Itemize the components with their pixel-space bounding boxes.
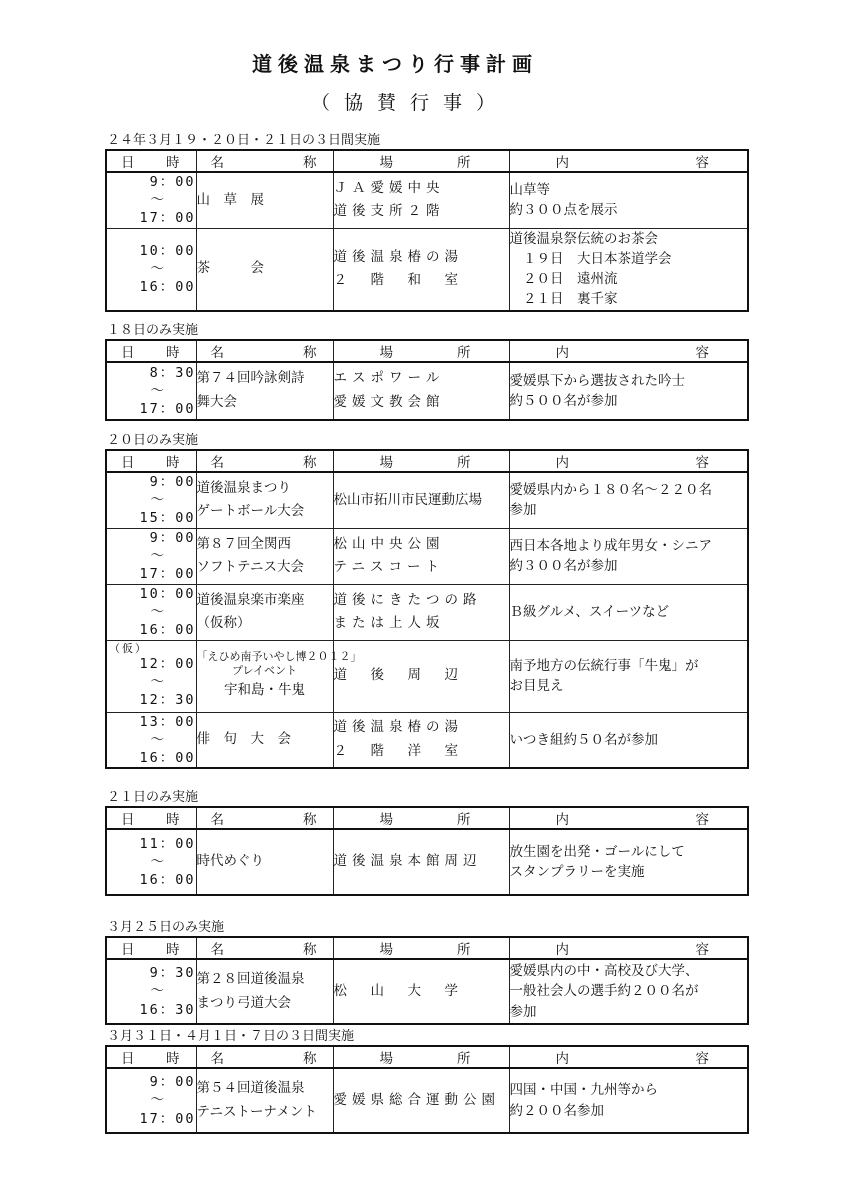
header-name-label xyxy=(197,341,333,361)
header-char: 称 xyxy=(303,942,319,958)
schedule-section xyxy=(105,1028,749,1134)
description: いつき組約５０名が参加 xyxy=(509,731,658,748)
venue-cell xyxy=(333,172,509,228)
time-cell xyxy=(106,172,196,228)
description-cell xyxy=(509,528,748,584)
header-char: 時 xyxy=(166,812,182,828)
event-name: 時代めぐり xyxy=(196,853,264,870)
time-cell xyxy=(106,712,196,768)
event-name-cell xyxy=(196,959,333,1024)
event-name: 第７４回吟詠剣詩 xyxy=(196,370,305,387)
header-name-label xyxy=(197,151,333,171)
header-char: 容 xyxy=(695,942,711,958)
time-cell xyxy=(106,640,196,712)
event-name: 舞大会 xyxy=(196,394,237,410)
header-place-label xyxy=(334,151,509,171)
event-name: 宇和島・牛鬼 xyxy=(224,681,305,698)
venue: 道後温泉椿の湯 xyxy=(333,719,463,736)
time-range-tilde: ～ xyxy=(150,492,166,509)
header-char: 所 xyxy=(457,155,473,171)
schedule-section xyxy=(105,132,749,312)
event-name: ゲートボール大会 xyxy=(196,503,305,520)
header-char: 所 xyxy=(457,345,473,361)
event-name: 第８７回全関西 xyxy=(196,535,291,552)
time-range-tilde: ～ xyxy=(150,1092,166,1109)
time-cell xyxy=(106,228,196,311)
header-char: 場 xyxy=(379,455,395,471)
venue-cell xyxy=(333,584,509,640)
venue: 道 後 周 辺 xyxy=(333,667,463,684)
time-start: 9：00 xyxy=(149,1074,196,1091)
header-name xyxy=(196,150,333,172)
header-place xyxy=(333,1046,509,1068)
header-place-label xyxy=(334,1047,509,1067)
header-name-label xyxy=(197,938,333,958)
header-char: 日 xyxy=(121,942,137,958)
header-time xyxy=(106,150,196,172)
description: 一般社会人の選手約２００名が xyxy=(509,983,699,1000)
description: スタンプラリーを実施 xyxy=(509,864,645,880)
venue: 道後温泉本館周辺 xyxy=(333,853,482,870)
time-range-tilde: ～ xyxy=(150,853,166,870)
event-name: 茶 会 xyxy=(196,260,264,277)
time-start: 12：00 xyxy=(139,655,196,672)
event-name: 第５４回道後温泉 xyxy=(196,1079,305,1096)
time-range-tilde: ～ xyxy=(150,382,166,399)
time-start: 11：00 xyxy=(139,835,196,852)
header-char: 称 xyxy=(303,812,319,828)
event-name: プレイベント xyxy=(231,664,297,678)
header-char: 所 xyxy=(457,1051,473,1067)
header-char: 内 xyxy=(555,155,571,171)
schedule-table xyxy=(105,149,749,312)
description-cell xyxy=(509,640,748,712)
header-char: 時 xyxy=(166,155,182,171)
time-end: 17：00 xyxy=(139,401,196,418)
header-desc-label xyxy=(510,938,748,958)
venue: 道後支所２階 xyxy=(333,203,445,220)
header-name xyxy=(196,807,333,829)
header-place xyxy=(333,807,509,829)
time-start: 8：30 xyxy=(149,364,196,381)
time-end: 17：00 xyxy=(139,210,196,227)
header-time xyxy=(106,937,196,959)
description-cell xyxy=(509,172,748,228)
section-label: １８日のみ実施 xyxy=(107,323,199,338)
description-cell xyxy=(509,1068,748,1133)
header-desc-label xyxy=(510,808,748,828)
header-desc xyxy=(509,340,748,362)
description: 放生園を出発・ゴールにして xyxy=(509,843,685,860)
header-name-label xyxy=(197,808,333,828)
header-char: 容 xyxy=(695,812,711,828)
venue: 道後にきたつの路 xyxy=(333,591,482,608)
header-desc xyxy=(509,150,748,172)
schedule-table xyxy=(105,339,749,421)
schedule-section xyxy=(105,322,749,421)
header-char: 称 xyxy=(303,345,319,361)
description: 参加 xyxy=(509,502,537,519)
header-char: 内 xyxy=(555,942,571,958)
section-label: ３月３１日・４月１日・７日の３日間実施 xyxy=(107,1029,355,1044)
table-row xyxy=(106,472,748,528)
event-name: 道後温泉楽市楽座 xyxy=(196,591,305,608)
header-char: 内 xyxy=(555,345,571,361)
time-range-tilde: ～ xyxy=(150,674,166,691)
header-char: 場 xyxy=(379,155,395,171)
time-start: 9：00 xyxy=(149,174,196,190)
time-start: 9：30 xyxy=(149,965,196,982)
header-char: 名 xyxy=(210,345,226,361)
description: 約３００点を展示 xyxy=(509,202,618,219)
venue: 松山市拓川市民運動広場 xyxy=(333,491,482,508)
event-name: 道後温泉まつり xyxy=(196,479,291,496)
event-name-cell xyxy=(196,472,333,528)
time-range-tilde: ～ xyxy=(150,261,166,278)
time-start: 9：00 xyxy=(149,474,196,490)
header-char: 内 xyxy=(555,812,571,828)
schedule-table xyxy=(105,1045,749,1134)
description: ２１日 裏千家 xyxy=(509,291,618,308)
description: 参加 xyxy=(509,1003,537,1020)
table-header-row xyxy=(106,450,748,472)
time-start: 10：00 xyxy=(139,242,196,259)
description-cell xyxy=(509,228,748,311)
header-char: 名 xyxy=(210,812,226,828)
venue-cell xyxy=(333,1068,509,1133)
event-name-cell xyxy=(196,584,333,640)
event-name-cell xyxy=(196,528,333,584)
venue: テニスコート xyxy=(333,559,444,576)
time-cell xyxy=(106,829,196,895)
time-end: 12：30 xyxy=(139,692,196,709)
description: 約３００名が参加 xyxy=(509,558,618,575)
header-char: 名 xyxy=(210,1051,226,1067)
description-cell xyxy=(509,959,748,1024)
event-name: 俳 句 大 会 xyxy=(196,731,291,748)
time-end: 17：00 xyxy=(139,566,196,583)
venue-cell xyxy=(333,362,509,420)
header-desc xyxy=(509,937,748,959)
header-time-label xyxy=(107,1047,196,1067)
description: 愛媛県内の中・高校及び大学、 xyxy=(509,963,699,980)
table-row xyxy=(106,362,748,420)
header-char: 称 xyxy=(303,155,319,171)
description: 道後温泉祭伝統のお茶会 xyxy=(509,230,658,247)
header-char: 所 xyxy=(457,942,473,958)
description-cell xyxy=(509,472,748,528)
header-place xyxy=(333,150,509,172)
header-char: 称 xyxy=(303,1051,319,1067)
header-time xyxy=(106,340,196,362)
header-char: 日 xyxy=(121,1051,137,1067)
header-name-label xyxy=(197,1047,333,1067)
header-time-label xyxy=(107,151,196,171)
header-char: 日 xyxy=(121,155,137,171)
header-place-label xyxy=(334,808,509,828)
event-name: まつり弓道大会 xyxy=(196,994,291,1011)
table-header-row xyxy=(106,150,748,172)
header-char: 時 xyxy=(166,345,182,361)
header-desc xyxy=(509,1046,748,1068)
header-time xyxy=(106,807,196,829)
venue-cell xyxy=(333,959,509,1024)
event-name: 第２８回道後温泉 xyxy=(196,970,305,987)
header-char: 所 xyxy=(457,812,473,828)
header-name xyxy=(196,340,333,362)
header-desc-label xyxy=(510,1047,748,1067)
table-header-row xyxy=(106,1046,748,1068)
header-char: 名 xyxy=(210,455,226,471)
time-end: 15：00 xyxy=(139,510,196,527)
time-range-tilde: ～ xyxy=(150,983,166,1000)
header-char: 時 xyxy=(166,455,182,471)
header-place-label xyxy=(334,938,509,958)
header-char: 場 xyxy=(379,812,395,828)
description: 山草等 xyxy=(509,182,550,199)
document-subtitle: （協賛行事） xyxy=(310,92,509,114)
venue-cell xyxy=(333,472,509,528)
table-header-row xyxy=(106,340,748,362)
section-label: ２０日のみ実施 xyxy=(107,433,199,448)
time-start: 10：00 xyxy=(139,585,196,602)
venue: または上人坂 xyxy=(333,615,445,632)
venue-cell xyxy=(333,712,509,768)
description-cell xyxy=(509,712,748,768)
event-name: テニストーナメント xyxy=(196,1103,317,1120)
header-desc xyxy=(509,450,748,472)
header-name xyxy=(196,1046,333,1068)
description-cell xyxy=(509,829,748,895)
header-name-label xyxy=(197,451,333,471)
header-name xyxy=(196,450,333,472)
time-cell xyxy=(106,472,196,528)
header-char: 称 xyxy=(303,455,319,471)
event-name-cell xyxy=(196,362,333,420)
time-range-tilde: ～ xyxy=(150,548,166,565)
venue-cell xyxy=(333,228,509,311)
event-name-cell xyxy=(196,172,333,228)
time-cell xyxy=(106,362,196,420)
description: 西日本各地より成年男女・シニア xyxy=(509,537,712,554)
venue: 愛媛文教会館 xyxy=(333,394,445,410)
time-cell xyxy=(106,1068,196,1133)
description: １９日 大日本茶道学会 xyxy=(509,250,672,267)
venue-cell xyxy=(333,829,509,895)
description: Ｂ級グルメ、スイーツなど xyxy=(509,604,670,621)
section-label: ２４年３月１９・２０日・２１日の３日間実施 xyxy=(107,133,381,148)
time-range-tilde: ～ xyxy=(150,192,166,209)
time-cell xyxy=(106,584,196,640)
event-name-cell xyxy=(196,1068,333,1133)
header-char: 時 xyxy=(166,942,182,958)
venue: エスポワール xyxy=(333,370,445,387)
header-char: 日 xyxy=(121,345,137,361)
table-row xyxy=(106,829,748,895)
table-row xyxy=(106,528,748,584)
header-name xyxy=(196,937,333,959)
venue: ２ 階 和 室 xyxy=(333,272,463,289)
header-time xyxy=(106,450,196,472)
time-start: 9：00 xyxy=(149,529,196,546)
header-char: 時 xyxy=(166,1051,182,1067)
schedule-table xyxy=(105,449,749,769)
header-char: 容 xyxy=(695,1051,711,1067)
header-time xyxy=(106,1046,196,1068)
header-char: 容 xyxy=(695,345,711,361)
section-label: ３月２５日のみ実施 xyxy=(107,920,225,935)
description: 約５００名が参加 xyxy=(509,393,618,409)
table-header-row xyxy=(106,807,748,829)
header-time-label xyxy=(107,341,196,361)
header-char: 容 xyxy=(695,155,711,171)
description: 約２００名参加 xyxy=(509,1102,604,1119)
header-char: 日 xyxy=(121,812,137,828)
schedule-table xyxy=(105,936,749,1025)
header-time-label xyxy=(107,808,196,828)
time-note: （仮） xyxy=(109,641,148,655)
event-name: 「えひめ南予いやし博２０１２」 xyxy=(196,650,362,664)
time-end: 16：00 xyxy=(139,750,196,767)
header-place xyxy=(333,340,509,362)
header-char: 場 xyxy=(379,345,395,361)
header-char: 所 xyxy=(457,455,473,471)
table-row xyxy=(106,172,748,228)
schedule-section xyxy=(105,789,749,896)
header-char: 名 xyxy=(210,155,226,171)
header-desc-label xyxy=(510,151,748,171)
header-time-label xyxy=(107,938,196,958)
venue: 松 山 大 学 xyxy=(333,982,463,999)
time-cell xyxy=(106,959,196,1024)
header-char: 内 xyxy=(555,1051,571,1067)
time-range-tilde: ～ xyxy=(150,731,166,748)
description: 四国・中国・九州等から xyxy=(509,1082,658,1099)
description: ２０日 遠州流 xyxy=(509,271,618,288)
event-name-cell xyxy=(196,640,362,712)
event-name: ソフトテニス大会 xyxy=(196,559,304,576)
time-end: 17：00 xyxy=(139,1110,196,1127)
header-char: 名 xyxy=(210,942,226,958)
event-name-cell xyxy=(196,829,333,895)
time-cell xyxy=(106,528,196,584)
header-place-label xyxy=(334,451,509,471)
event-name-cell xyxy=(196,712,333,768)
venue: ２ 階 洋 室 xyxy=(333,742,463,759)
schedule-table xyxy=(105,806,749,896)
table-row xyxy=(106,640,748,712)
header-char: 日 xyxy=(121,455,137,471)
description: お目見え xyxy=(509,678,564,695)
table-row xyxy=(106,959,748,1024)
event-name: （仮称） xyxy=(196,615,251,632)
header-char: 場 xyxy=(379,1051,395,1067)
header-place-label xyxy=(334,341,509,361)
time-range-tilde: ～ xyxy=(150,604,166,621)
table-row xyxy=(106,228,748,311)
description: 愛媛県下から選抜された吟士 xyxy=(509,372,685,389)
section-label: ２１日のみ実施 xyxy=(107,790,199,805)
time-end: 16：00 xyxy=(139,872,196,889)
table-row xyxy=(106,1068,748,1133)
event-name: 山 草 展 xyxy=(196,191,264,208)
description: 南予地方の伝統行事「牛鬼」が xyxy=(509,657,699,674)
header-place xyxy=(333,450,509,472)
header-char: 場 xyxy=(379,942,395,958)
table-row xyxy=(106,712,748,768)
document-title: 道後温泉まつり行事計画 xyxy=(252,52,538,76)
schedule-section xyxy=(105,919,749,1025)
description: 愛媛県内から１８０名～２２０名 xyxy=(509,482,712,499)
table-row xyxy=(106,584,748,640)
header-desc-label xyxy=(510,451,748,471)
header-desc xyxy=(509,807,748,829)
venue: 松山中央公園 xyxy=(333,535,445,552)
time-end: 16：00 xyxy=(139,622,196,639)
table-header-row xyxy=(106,937,748,959)
time-end: 16：00 xyxy=(139,279,196,296)
venue-cell xyxy=(333,528,509,584)
header-char: 容 xyxy=(695,455,711,471)
header-desc-label xyxy=(510,341,748,361)
event-name-cell xyxy=(196,228,333,311)
schedule-section xyxy=(105,432,749,769)
description-cell xyxy=(509,362,748,420)
time-end: 16：30 xyxy=(139,1001,196,1018)
venue: 道後温泉椿の湯 xyxy=(333,248,463,265)
header-place xyxy=(333,937,509,959)
time-start: 13：00 xyxy=(139,713,196,730)
venue: 愛媛県総合運動公園 xyxy=(333,1091,500,1108)
header-time-label xyxy=(107,451,196,471)
venue: ＪＡ愛媛中央 xyxy=(333,179,445,196)
header-char: 内 xyxy=(555,455,571,471)
description-cell xyxy=(509,584,748,640)
